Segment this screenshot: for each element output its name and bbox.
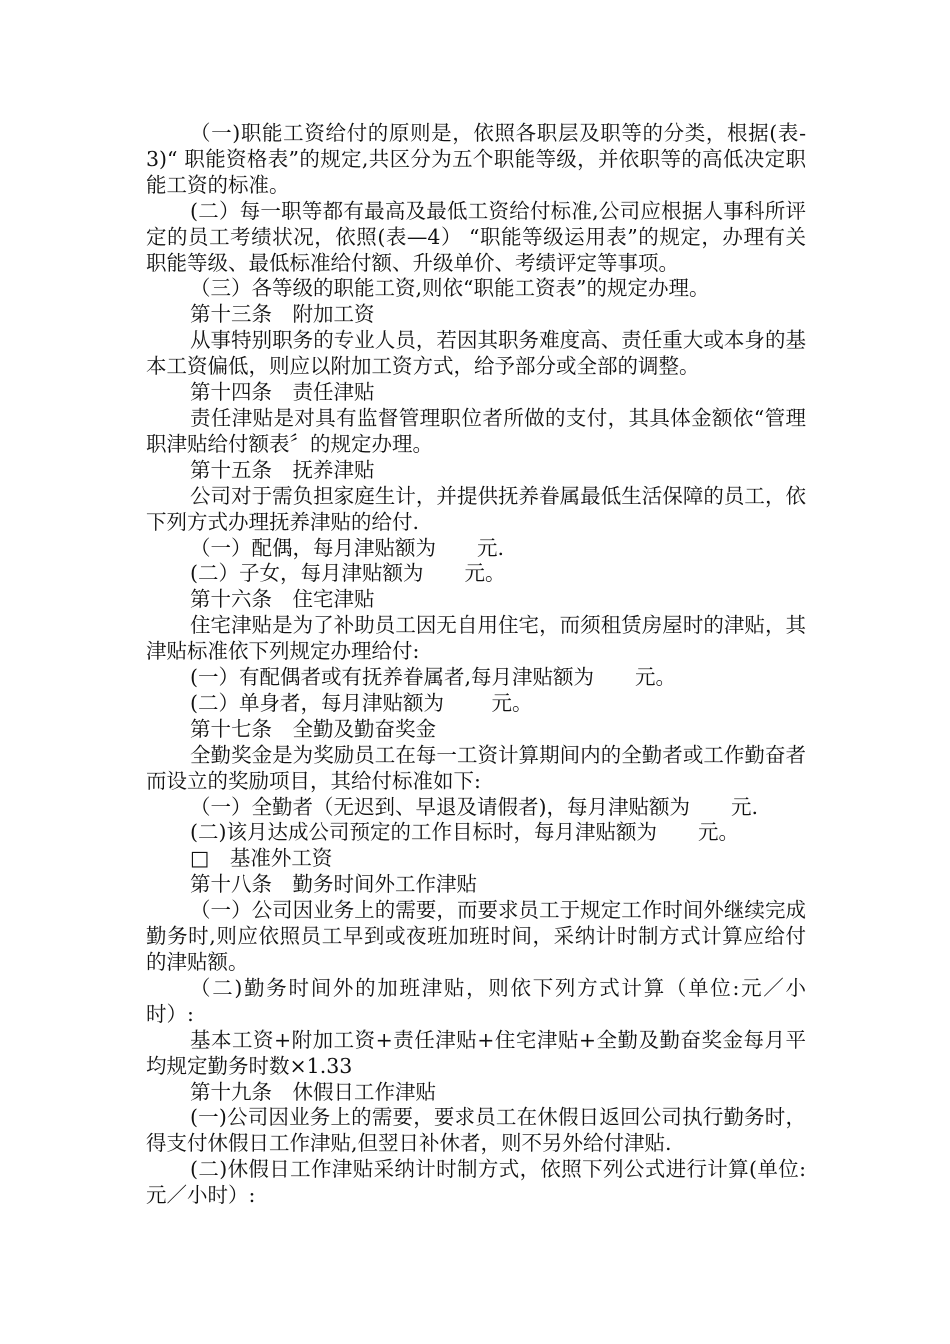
document-line: 第十三条 附加工资 xyxy=(190,302,375,327)
document-paragraph: 住宅津贴是为了补助员工因无自用住宅，而须租赁房屋时的津贴，其津贴标准依下列规定办理给付: xyxy=(146,613,806,664)
document-line: 第十七条 全勤及勤奋奖金 xyxy=(190,716,436,741)
document-paragraph: (二)休假日工作津贴采纳计时制方式，依照下列公式进行计算(单位:元／小时）: xyxy=(146,1157,806,1208)
document-line: 第十八条 勤务时间外工作津贴 xyxy=(190,872,477,897)
document-paragraph: 公司对于需负担家庭生计，并提供抚养眷属最低生活保障的员工，依下列方式办理抚养津贴的给付. xyxy=(146,483,806,534)
document-paragraph: (一)公司因业务上的需要，要求员工在休假日返回公司执行勤务时，得支付休假日工作津贴,但翌日补休者，则不另外给付津贴. xyxy=(146,1105,806,1156)
document-paragraph: （三）各等级的职能工资,则依“职能工资表”的规定办理。 xyxy=(190,276,710,301)
document-line: 第十六条 住宅津贴 xyxy=(190,587,375,612)
document-paragraph: （一）公司因业务上的需要，而要求员工于规定工作时间外继续完成勤务时,则应依照员工早到或夜班加班时间，采纳计时制方式计算应给付的津贴额。 xyxy=(146,898,806,974)
document-line: 第十五条 抚养津贴 xyxy=(190,457,375,482)
document-line: （一）全勤者（无迟到、早退及请假者)，每月津贴额为 元. xyxy=(190,794,759,819)
document-line: (二)该月达成公司预定的工作目标时，每月津贴额为 元。 xyxy=(190,820,739,845)
document-line: □ 基准外工资 xyxy=(190,846,333,871)
document-line: 第十九条 休假日工作津贴 xyxy=(190,1079,436,1104)
document-paragraph: 责任津贴是对具有监督管理职位者所做的支付，其具体金额依“管理职津贴给付额表〞的规定办理。 xyxy=(146,405,806,456)
document-line: (二）单身者，每月津贴额为 元。 xyxy=(190,690,533,715)
document-line: (二）子女，每月津贴额为 元。 xyxy=(190,561,506,586)
document-paragraph: 从事特别职务的专业人员，若因其职务难度高、责任重大或本身的基本工资偏低，则应以附加工资方式，给予部分或全部的调整。 xyxy=(146,328,806,379)
document-body xyxy=(146,121,806,1209)
document-paragraph: 基本工资+附加工资+责任津贴+住宅津贴+全勤及勤奋奖金每月平均规定勤务时数×1.33 xyxy=(146,1027,806,1078)
document-line: 第十四条 责任津贴 xyxy=(190,380,375,405)
document-line: (一）有配偶者或有抚养眷属者,每月津贴额为 元。 xyxy=(190,665,677,690)
document-line: （一）配偶，每月津贴额为 元. xyxy=(190,535,505,560)
document-paragraph: 全勤奖金是为奖励员工在每一工资计算期间内的全勤者或工作勤奋者而设立的奖励项目，其给付标准如下: xyxy=(146,742,806,793)
document-paragraph: （二)勤务时间外的加班津贴，则依下列方式计算（单位:元／小时）: xyxy=(146,975,806,1026)
document-paragraph: (二）每一职等都有最高及最低工资给付标准,公司应根据人事科所评定的员工考绩状况，依照(表—4） “职能等级运用表”的规定，办理有关职能等级、最低标准给付额、升级单价、考绩评定等事项。 xyxy=(146,198,806,275)
document-paragraph: （一)职能工资给付的原则是，依照各职层及职等的分类，根据(表-3)“ 职能资格表”的规定,共区分为五个职能等级，并依职等的高低决定职能工资的标准。 xyxy=(146,121,806,197)
